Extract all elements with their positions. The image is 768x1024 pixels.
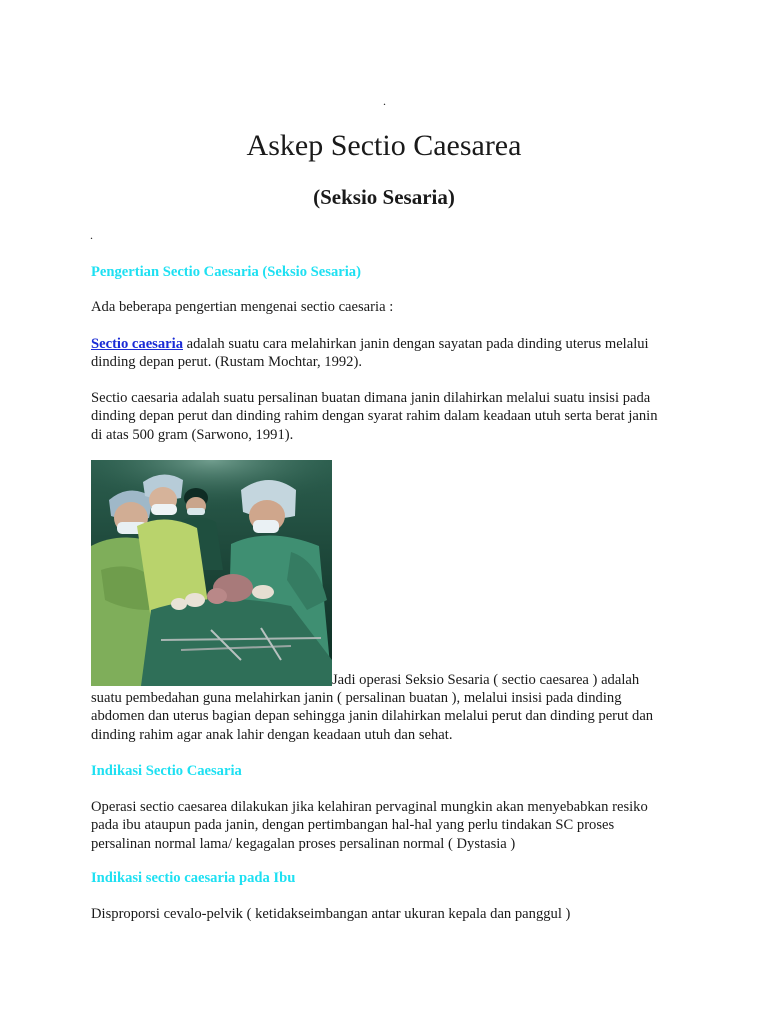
page-title: Askep Sectio Caesarea: [246, 129, 522, 162]
intro-paragraph: Ada beberapa pengertian mengenai sectio caesaria :: [91, 299, 394, 315]
definition-2-line-1: Sectio caesaria adalah suatu persalinan buatan dimana janin dilahirkan melalui suatu insisi pada: [91, 390, 651, 406]
top-dot: .: [383, 94, 386, 108]
definition-2-paragraph: [91, 389, 681, 444]
definition-2-line-2: dinding depan perut dan dinding rahim dengan syarat rahim dalam keadaan utuh serta berat janin: [91, 408, 658, 425]
indication-line-3: persalinan normal lama/ kegagalan proses persalinan normal ( Dystasia ): [91, 835, 516, 852]
caption-line-1: Jadi operasi Seksio Sesaria ( sectio caesarea ) adalah: [332, 672, 640, 688]
indication-paragraph: [91, 798, 681, 853]
heading-indication: Indikasi Sectio Caesaria: [91, 763, 242, 779]
caption-line-2: suatu pembedahan guna melahirkan janin ( persalinan buatan ), melalui insisi pada dinding: [91, 690, 622, 706]
definition-1-text-2: dinding depan perut. (Rustam Mochtar, 1992).: [91, 354, 362, 371]
left-dot: .: [90, 228, 93, 242]
surgery-illustration: [91, 460, 332, 686]
caption-line-4: dinding rahim agar anak lahir dengan keadaan utuh dan sehat.: [91, 726, 453, 743]
mother-indication-item-1: Disproporsi cevalo-pelvik ( ketidakseimbangan antar ukuran kepala dan panggul ): [91, 906, 571, 922]
definition-1-paragraph: [91, 335, 681, 372]
heading-definition: Pengertian Sectio Caesaria (Seksio Sesaria): [91, 264, 361, 280]
heading-mother-indication: Indikasi sectio caesaria pada Ibu: [91, 870, 296, 886]
caption-paragraph: [91, 689, 681, 744]
surgery-photo: [91, 460, 332, 686]
indication-line-2: pada ibu ataupun pada janin, dengan pertimbangan hal-hal yang perlu tindakan SC proses: [91, 817, 615, 834]
indication-line-1: Operasi sectio caesarea dilakukan jika kelahiran pervaginal mungkin akan menyebabkan resiko: [91, 799, 648, 815]
definition-1-text: adalah suatu cara melahirkan janin dengan sayatan pada dinding uterus melalui: [183, 336, 649, 352]
caption-line-3: abdomen dan uterus bagian depan sehingga janin dilahirkan melalui perut dan dinding perut dan: [91, 708, 654, 725]
page-subtitle: (Seksio Sesaria): [313, 185, 455, 209]
sectio-caesaria-link[interactable]: Sectio caesaria: [91, 336, 183, 352]
definition-2-line-3: di atas 500 gram (Sarwono, 1991).: [91, 426, 294, 443]
